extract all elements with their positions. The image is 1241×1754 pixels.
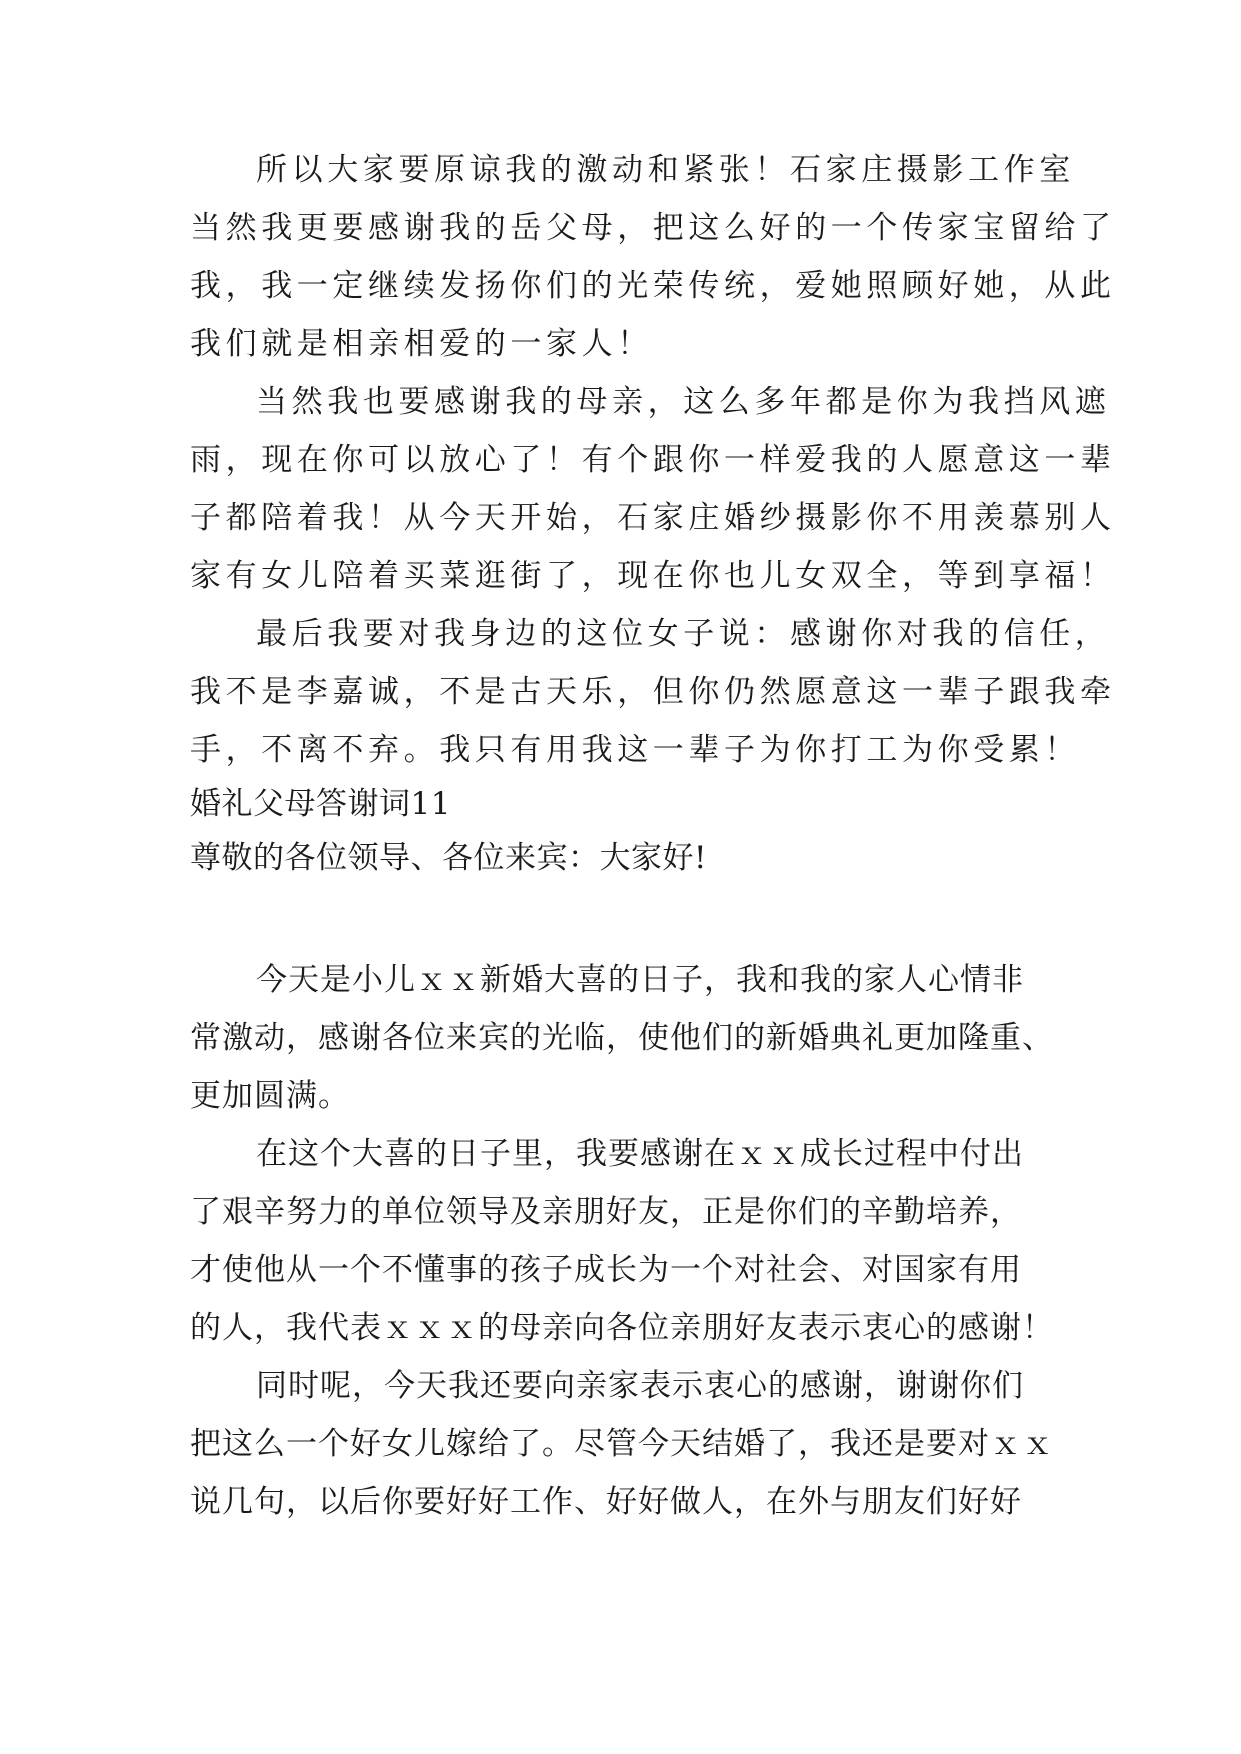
- speech-line: 了艰辛努力的单位领导及亲朋好友，正是你们的辛勤培养，: [190, 1194, 1022, 1230]
- paragraph-line: 我们就是相亲相爱的一家人！: [190, 326, 653, 362]
- paragraph-line: 家有女儿陪着买菜逛街了，现在你也儿女双全，等到享福！: [190, 558, 1116, 594]
- paragraph-line: 所以大家要原谅我的激动和紧张！石家庄摄影工作室: [256, 152, 1075, 188]
- speech-line: 说几句，以后你要好好工作、好好做人，在外与朋友们好好: [190, 1484, 1022, 1520]
- paragraph-line: 手，不离不弃。我只有用我这一辈子为你打工为你受累！: [190, 732, 1080, 768]
- speech-line: 在这个大喜的日子里，我要感谢在ｘｘ成长过程中付出: [256, 1136, 1024, 1172]
- speech-line: 把这么一个好女儿嫁给了。尽管今天结婚了，我还是要对ｘｘ: [190, 1426, 1054, 1462]
- speech-line: 常激动，感谢各位来宾的光临，使他们的新婚典礼更加隆重、: [190, 1020, 1054, 1056]
- paragraph-line: 当然我更要感谢我的岳父母，把这么好的一个传家宝留给了: [190, 210, 1116, 246]
- paragraph-line: 雨，现在你可以放心了！有个跟你一样爱我的人愿意这一辈: [190, 442, 1116, 478]
- speech-line: 今天是小儿ｘｘ新婚大喜的日子，我和我的家人心情非: [256, 962, 1024, 998]
- greeting-line: 尊敬的各位领导、各位来宾：大家好!: [190, 840, 707, 876]
- speech-line: 才使他从一个不懂事的孩子成长为一个对社会、对国家有用: [190, 1252, 1022, 1288]
- speech-line: 的人，我代表ｘｘｘ的母亲向各位亲朋好友表示衷心的感谢！: [190, 1310, 1054, 1346]
- paragraph-line: 子都陪着我！从今天开始，石家庄婚纱摄影你不用羡慕别人: [190, 500, 1116, 536]
- section-title: 婚礼父母答谢词11: [190, 786, 451, 822]
- paragraph-line: 我，我一定继续发扬你们的光荣传统，爱她照顾好她，从此: [190, 268, 1116, 304]
- speech-line: 更加圆满。: [190, 1078, 350, 1114]
- paragraph-line: 最后我要对我身边的这位女子说：感谢你对我的信任，: [256, 616, 1111, 652]
- paragraph-line: 当然我也要感谢我的母亲，这么多年都是你为我挡风遮: [256, 384, 1111, 420]
- speech-line: 同时呢，今天我还要向亲家表示衷心的感谢，谢谢你们: [256, 1368, 1024, 1404]
- paragraph-line: 我不是李嘉诚，不是古天乐，但你仍然愿意这一辈子跟我牵: [190, 674, 1116, 710]
